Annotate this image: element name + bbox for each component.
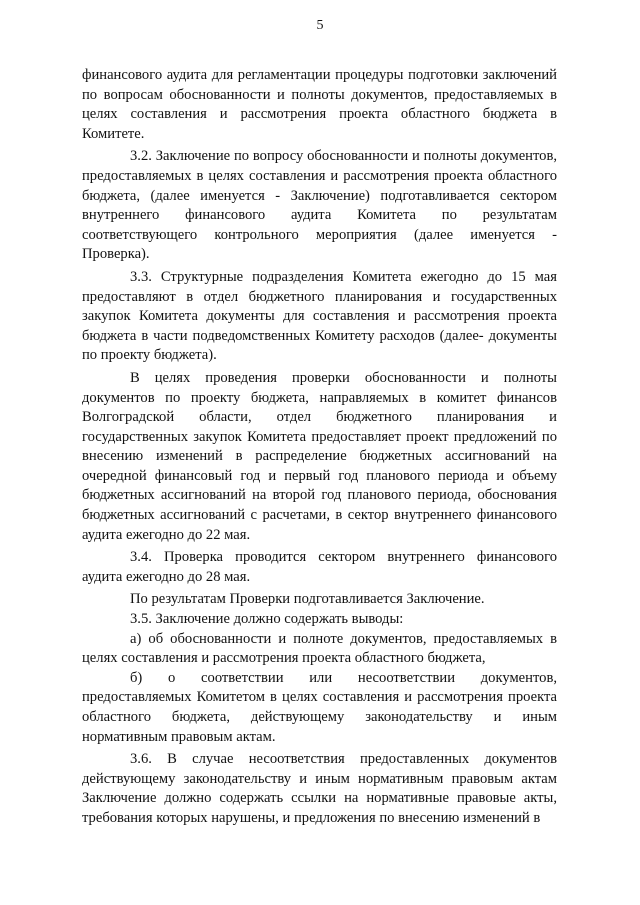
page-number: 5	[316, 18, 324, 33]
paragraph-3-6: 3.6. В случае несоответствия предоставленных документов действующему законодательству и иным нормативным правовым актам Заключение должно содержать ссылки на нормативные правовые акты, требования которых нарушены, и предложения по внесению изменений в	[82, 751, 557, 826]
paragraph-3-5-b: б) о соответствии или несоответствии документов, предоставляемых Комитетом в целях составления и рассмотрения проекта областного бюджета, действующему законодательству и иным нормативным правовым актам.	[82, 669, 557, 745]
document-body	[82, 66, 557, 829]
paragraph-3-4: 3.4. Проверка проводится сектором внутреннего финансового аудита ежегодно до 28 мая.	[82, 549, 557, 585]
paragraph-results: По результатам Проверки подготавливается Заключение.	[130, 591, 485, 608]
paragraph-3-2: 3.2. Заключение по вопросу обоснованности и полноты документов, предоставляемых в целях составления и рассмотрения проекта областного бюджета, (далее именуется - Заключение) подготавливается сектором внутреннего финансового аудита Комитета по результатам соответствующего контрольного мероприятия (далее именуется - Проверка).	[82, 148, 557, 263]
paragraph-intro: финансового аудита для регламентации процедуры подготовки заключений по вопросам обоснованности и полноты документов, предоставляемых в целях составления и рассмотрения проекта областного бюджета в Комитете.	[82, 67, 557, 142]
paragraph-3-5-a: а) об обоснованности и полноте документов, предоставляемых в целях составления и рассмотрения проекта областного бюджета,	[82, 630, 557, 667]
paragraph-3-3: 3.3. Структурные подразделения Комитета ежегодно до 15 мая предоставляют в отдел бюджетного планирования и государственных закупок Комитета документы для составления и рассмотрения проекта бюджета в части подведомственных Комитету расходов (далее- документы по проекту бюджета).	[82, 268, 557, 364]
paragraph-purpose: В целях проведения проверки обоснованности и полноты документов по проекту бюджета, направляемых в комитет финансов Волгоградской области, отдел бюджетного планирования и государственных закупок Комитета предоставляет проект предложений по внесению изменений в распределение бюджетных ассигнований на очередной финансовый год и первый год планового периода и объему бюджетных ассигнований на второй год планового периода, обоснования бюджетных ассигнований с расчетами, в сектор внутреннего финансового аудита ежегодно до 22 мая.	[82, 369, 557, 543]
paragraph-3-5: 3.5. Заключение должно содержать выводы:	[130, 611, 404, 628]
